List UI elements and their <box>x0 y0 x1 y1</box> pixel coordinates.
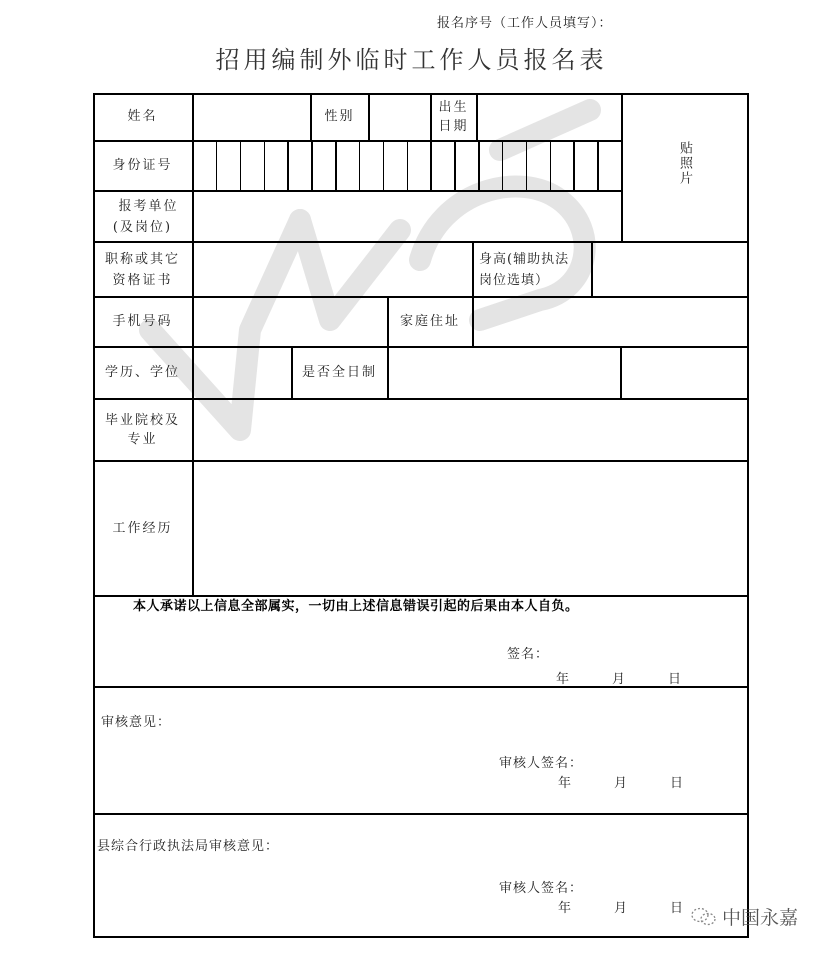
name-field[interactable] <box>194 95 309 140</box>
bureau-opinion-field[interactable] <box>95 855 745 875</box>
gender-label: 性别 <box>324 109 355 124</box>
review-day: 日 <box>670 776 685 791</box>
unit-field[interactable] <box>194 192 620 240</box>
id-digit-cell[interactable] <box>361 142 382 190</box>
id-digit-cell[interactable] <box>599 142 620 190</box>
school-label-line1: 毕业院校及 <box>104 413 180 428</box>
height-label <box>473 242 591 297</box>
review-year: 年 <box>558 776 573 791</box>
row-line <box>93 686 749 688</box>
school-label <box>93 399 192 461</box>
education-field[interactable] <box>194 348 290 397</box>
bureau-month: 月 <box>614 901 629 916</box>
fulltime-field[interactable] <box>389 348 619 397</box>
unit-label <box>93 191 192 242</box>
pledge-year: 年 <box>556 672 571 687</box>
review-opinion-field[interactable] <box>95 730 745 750</box>
phone-label: 手机号码 <box>112 314 173 329</box>
review-month: 月 <box>614 776 629 791</box>
id-digit-cell[interactable] <box>480 142 501 190</box>
height-label-line1: 身高(辅助执法 <box>479 251 570 267</box>
title-cert-field[interactable] <box>194 243 471 295</box>
bureau-signer-label: 审核人签名： <box>499 881 584 896</box>
id-digit-cell[interactable] <box>266 142 287 190</box>
extra-field[interactable] <box>622 348 746 397</box>
bureau-opinion-label: 县综合行政执法局审核意见： <box>97 839 280 854</box>
work-history-field[interactable] <box>194 462 746 594</box>
brand-name: 中国永嘉 <box>722 907 799 929</box>
id-digit-cell[interactable] <box>456 142 477 190</box>
review-signer-label: 审核人签名： <box>499 756 584 771</box>
title-cert-line1: 职称或其它 <box>104 251 180 267</box>
title-cert-line2: 资格证书 <box>112 272 173 288</box>
table-border-bottom <box>93 936 749 938</box>
birth-label-line2: 日期 <box>438 119 469 134</box>
id-digit-cell[interactable] <box>337 142 358 190</box>
photo-label: 贴照片 <box>677 140 692 186</box>
review-opinion-label: 审核意见： <box>101 715 172 730</box>
fulltime-label: 是否全日制 <box>301 365 377 380</box>
phone-field[interactable] <box>194 298 386 345</box>
pledge-month: 月 <box>612 672 627 687</box>
pledge-signature-label: 签名： <box>507 647 550 662</box>
height-field[interactable] <box>593 243 746 295</box>
id-digit-cell[interactable] <box>242 142 263 190</box>
name-label: 姓名 <box>127 109 158 124</box>
birth-label-line1: 出生 <box>438 100 469 115</box>
unit-label-line2: (及岗位) <box>112 219 173 235</box>
id-digit-cell[interactable] <box>432 142 453 190</box>
address-label: 家庭住址 <box>399 314 460 329</box>
id-digit-cell[interactable] <box>289 142 310 190</box>
school-field[interactable] <box>194 400 746 459</box>
title-cert-label <box>93 242 192 297</box>
bureau-day: 日 <box>670 901 685 916</box>
id-number-label: 身份证号 <box>112 158 173 173</box>
school-label-line2: 专业 <box>127 432 158 447</box>
row-line <box>93 813 749 815</box>
id-digit-cell[interactable] <box>575 142 596 190</box>
unit-label-line1: 报考单位 <box>118 198 179 214</box>
table-border-right <box>747 93 749 938</box>
gender-field[interactable] <box>370 95 429 140</box>
pledge-text: 本人承诺以上信息全部属实，一切由上述信息错误引起的后果由本人自负。 <box>133 599 579 614</box>
bureau-year: 年 <box>558 901 573 916</box>
id-digit-cell[interactable] <box>385 142 406 190</box>
id-digit-cell[interactable] <box>528 142 549 190</box>
serial-number-label: 报名序号（工作人员填写）： <box>437 16 613 31</box>
wechat-icon <box>690 906 718 928</box>
birth-date-label <box>431 93 476 141</box>
education-label: 学历、学位 <box>104 365 180 380</box>
height-label-line2: 岗位选填） <box>479 272 550 288</box>
pledge-day: 日 <box>668 672 683 687</box>
brand-watermark <box>690 903 798 930</box>
page-title: 招用编制外临时工作人员报名表 <box>215 46 608 74</box>
birth-date-field[interactable] <box>478 95 620 140</box>
id-digit-cell[interactable] <box>218 142 239 190</box>
id-digit-cell[interactable] <box>409 142 430 190</box>
id-digit-cell[interactable] <box>194 142 215 190</box>
work-history-label: 工作经历 <box>112 520 173 536</box>
pledge-signature-field[interactable] <box>550 640 700 662</box>
id-digit-cell[interactable] <box>313 142 334 190</box>
id-digit-cell[interactable] <box>552 142 573 190</box>
address-field[interactable] <box>474 298 746 345</box>
id-digit-cell[interactable] <box>504 142 525 190</box>
